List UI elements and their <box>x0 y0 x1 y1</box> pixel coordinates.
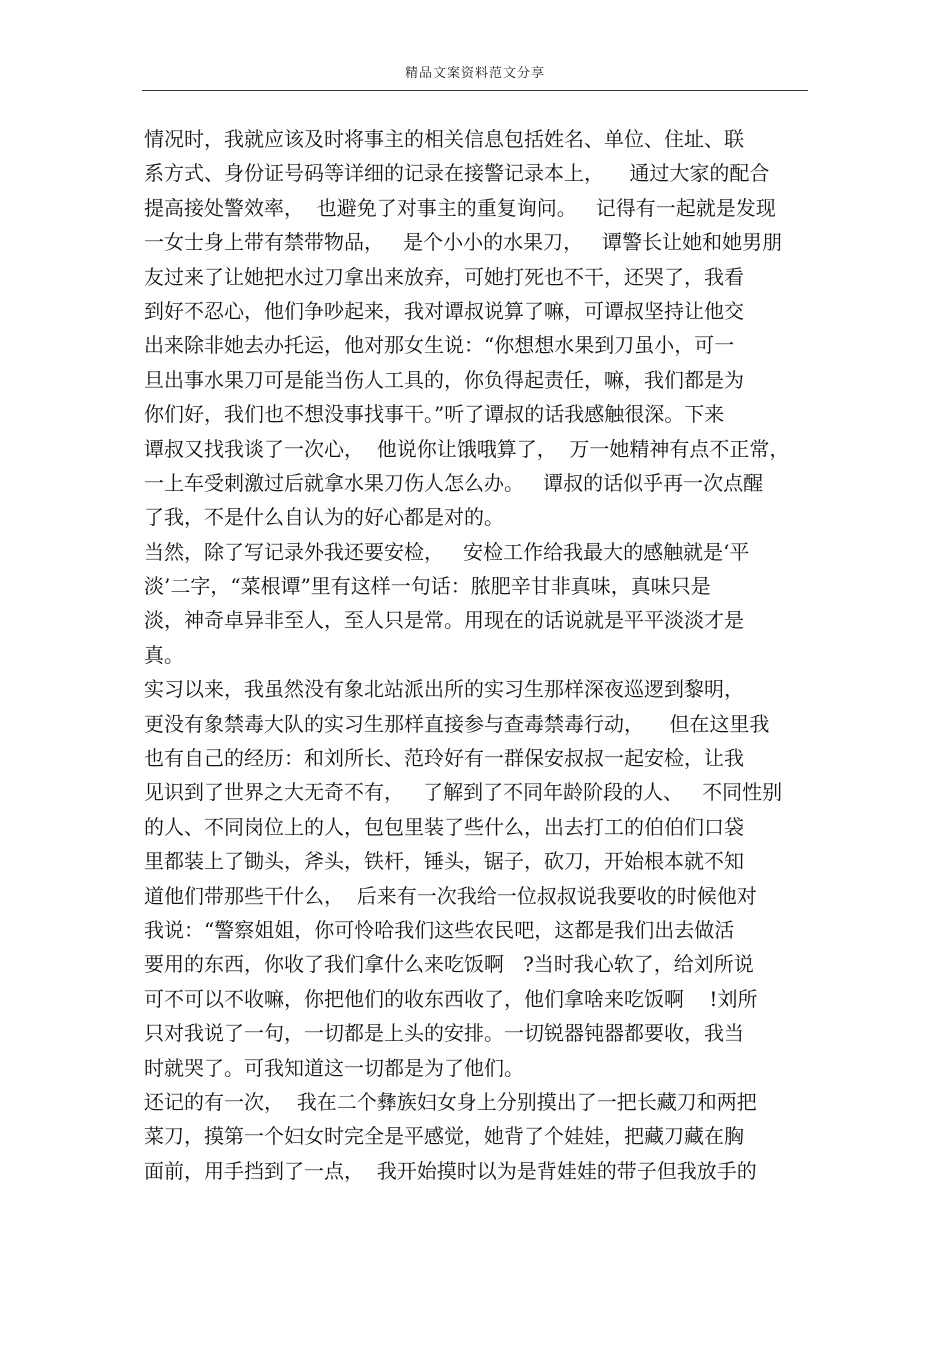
text-line: 时就哭了。可我知道这一切都是为了他们。 <box>144 1055 524 1080</box>
text-line: 系方式、身份证号码等详细的记录在接警记录本上， 通过大家的配合 <box>144 161 770 186</box>
text-line: 面前，用手挡到了一点， 我开始摸时以为是背娃娃的带子但我放手的 <box>144 1158 757 1183</box>
text-line: 出来除非她去办托运，他对那女生说：“你想想水果到刀虽小，可一 <box>144 333 735 358</box>
text-line: 淡，神奇卓异非至人，至人只是常。用现在的话说就是平平淡淡才是 <box>144 608 744 633</box>
text-line: 要用的东西，你收了我们拿什么来吃饭啊 ?当时我心软了，给刘所说 <box>144 952 754 977</box>
text-line: 更没有象禁毒大队的实习生那样直接参与查毒禁毒行动， 但在这里我 <box>144 711 770 736</box>
text-line: 我说：“警察姐姐，你可怜哈我们这些农民吧，这都是我们出去做活 <box>144 917 735 942</box>
text-line: 里都装上了锄头，斧头，铁杆，锤头，锯子，砍刀，开始根本就不知 <box>144 849 744 874</box>
text-line: 一女士身上带有禁带物品， 是个小小的水果刀， 谭警长让她和她男朋 <box>144 230 783 255</box>
text-line: 谭叔又找我谈了一次心， 他说你让饿哦算了， 万一她精神有点不正常， <box>144 436 790 461</box>
text-line: 一上车受刺激过后就拿水果刀伤人怎么办。 谭叔的话似乎再一次点醒 <box>144 470 764 495</box>
header-divider <box>142 90 808 91</box>
text-line: 只对我说了一句，一切都是上头的安排。一切锐器钝器都要收，我当 <box>144 1021 744 1046</box>
text-line: 的人、不同岗位上的人，包包里装了些什么，出去打工的伯伯们口袋 <box>144 814 744 839</box>
text-line: 提高接处警效率， 也避免了对事主的重复询问。 记得有一起就是发现 <box>144 195 776 220</box>
text-line: 友过来了让她把水过刀拿出来放弃，可她打死也不干，还哭了，我看 <box>144 264 744 289</box>
text-line: 旦出事水果刀可是能当伤人工具的，你负得起责任，嘛，我们都是为 <box>144 367 744 392</box>
text-line: 当然，除了写记录外我还要安检， 安检工作给我最大的感触就是‘平 <box>144 539 750 564</box>
text-line: 道他们带那些干什么， 后来有一次我给一位叔叔说我要收的时候他对 <box>144 883 757 908</box>
body-text <box>144 122 808 1188</box>
page-header: 精品文案资料范文分享 <box>404 66 545 81</box>
text-line: 了我，不是什么自认为的好心都是对的。 <box>144 505 504 530</box>
text-line: 到好不忍心，他们争吵起来，我对谭叔说算了嘛，可谭叔坚持让他交 <box>144 298 744 323</box>
text-line: 也有自己的经历：和刘所长、范玲好有一群保安叔叔一起安检，让我 <box>144 746 744 771</box>
text-line: 实习以来，我虽然没有象北站派出所的实习生那样深夜巡逻到黎明， <box>144 677 744 702</box>
text-line: 还记的有一次， 我在二个彝族妇女身上分别摸出了一把长藏刀和两把 <box>144 1089 757 1114</box>
text-line: 淡’二字，“菜根谭”里有这样一句话：脓肥辛甘非真味，真味只是 <box>144 574 711 599</box>
text-line: 可不可以不收嘛，你把他们的收东西收了，他们拿啥来吃饭啊 !刘所 <box>144 986 758 1011</box>
text-line: 菜刀，摸第一个妇女时完全是平感觉，她背了个娃娃，把藏刀藏在胸 <box>144 1124 744 1149</box>
text-line: 见识到了世界之大无奇不有， 了解到了不同年龄阶段的人、 不同性别 <box>144 780 783 805</box>
text-line: 情况时，我就应该及时将事主的相关信息包括姓名、单位、住址、联 <box>144 127 744 151</box>
text-line: 你们好，我们也不想没事找事干。”听了谭叔的话我感触很深。下来 <box>144 402 725 427</box>
text-line: 真。 <box>144 642 184 667</box>
